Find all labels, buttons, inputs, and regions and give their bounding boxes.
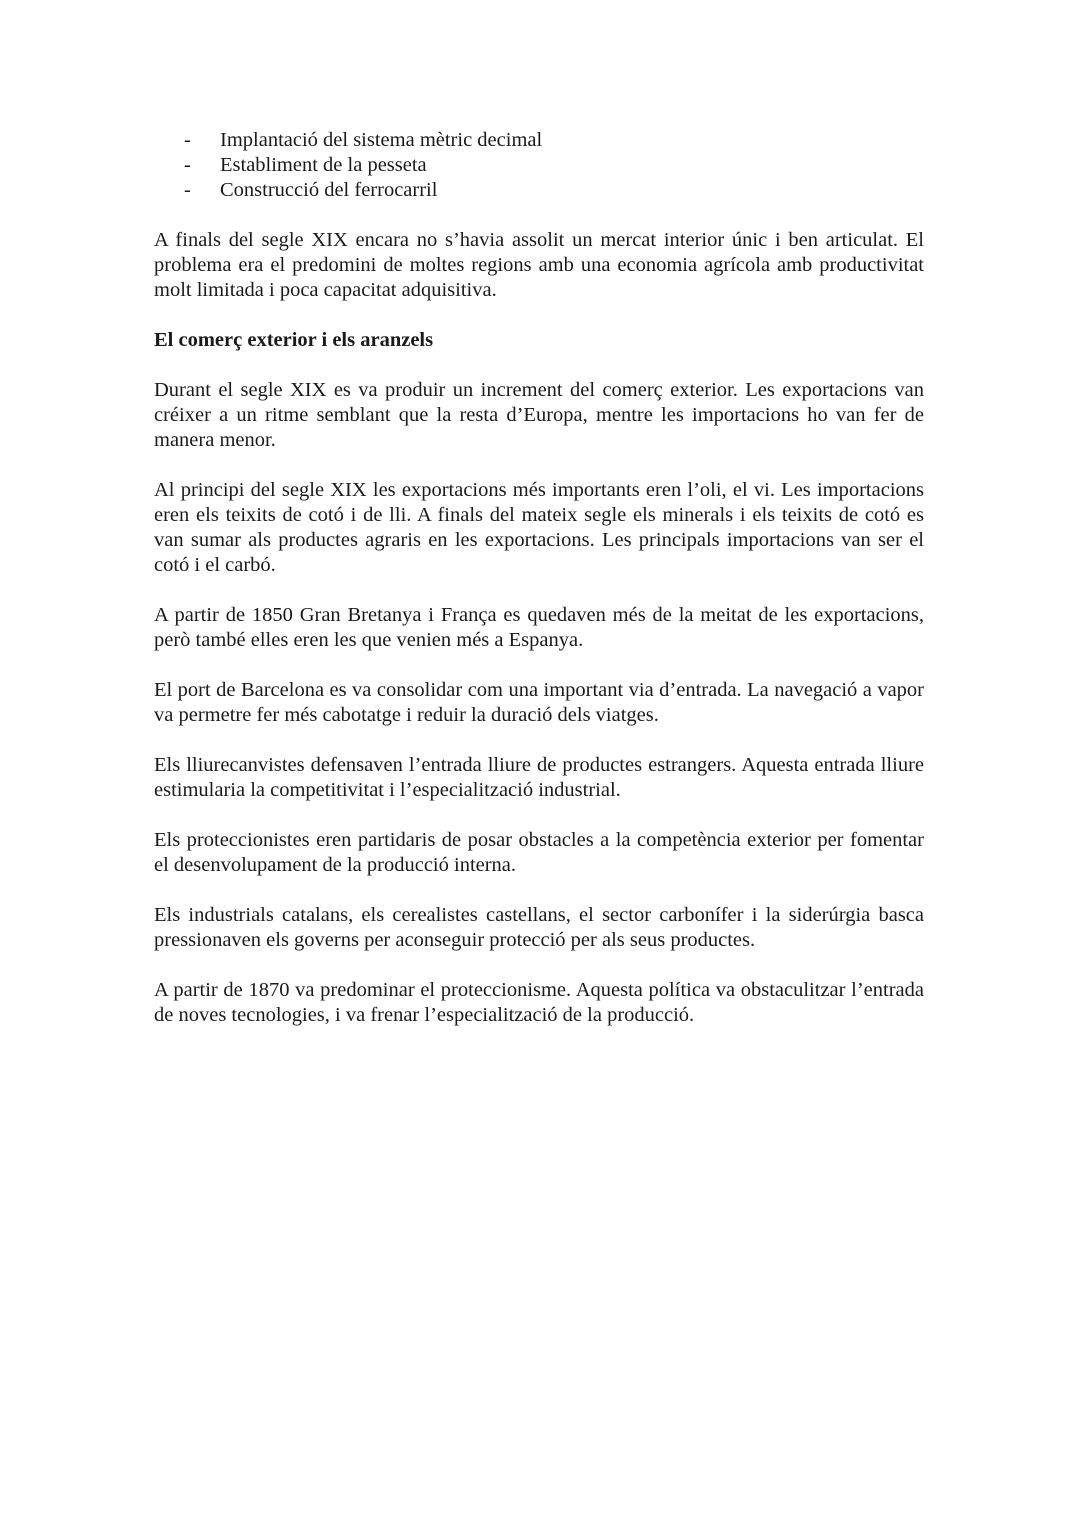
paragraph-protectionists: Els proteccionistes eren partidaris de posar obstacles a la competència exterior per fomentar el desenvolupament de la producció interna.: [154, 829, 924, 876]
paragraph-internal-market: A finals del segle XIX encara no s’havia assolit un mercat interior únic i ben articulat. El problema era el predomini de moltes regions amb una economia agrícola amb productivitat molt limitada i poca capacitat adquisitiva.: [154, 229, 924, 301]
bullet-marker: -: [184, 129, 191, 151]
list-item: [154, 153, 924, 178]
paragraph-barcelona-port: El port de Barcelona es va consolidar com una important via d’entrada. La navegació a vapor va permetre fer més cabotatge i reduir la duració dels viatges.: [154, 679, 924, 726]
bullet-list: [154, 128, 924, 203]
paragraph-industrial-lobby: Els industrials catalans, els cerealistes castellans, el sector carbonífer i la siderúrgia basca pressionaven els governs per aconseguir protecció per als seus productes.: [154, 904, 924, 951]
bullet-marker: -: [184, 179, 191, 201]
document-page: [154, 128, 924, 1053]
list-item: [154, 178, 924, 203]
paragraph-free-traders: Els lliurecanvistes defensaven l’entrada lliure de productes estrangers. Aquesta entrada lliure estimularia la competitivitat i l’especialització industrial.: [154, 754, 924, 801]
section-heading: El comerç exterior i els aranzels: [154, 329, 434, 351]
paragraph-foreign-trade: Durant el segle XIX es va produir un increment del comerç exterior. Les exportacions van créixer a un ritme semblant que la resta d’Europa, mentre les importacions ho van fer de manera menor.: [154, 379, 924, 451]
list-item-text: Construcció del ferrocarril: [220, 179, 438, 201]
list-item: [154, 128, 924, 153]
list-item-text: Establiment de la pesseta: [220, 154, 427, 176]
paragraph-exports-imports: Al principi del segle XIX les exportacions més importants eren l’oli, el vi. Les importacions eren els teixits de cotó i de lli. A finals del mateix segle els minerals i els teixits de cotó es van sumar als productes agraris en les exportacions. Les principals importacions van ser el cotó i el carbó.: [154, 479, 924, 576]
paragraph-trade-partners: A partir de 1850 Gran Bretanya i França es quedaven més de la meitat de les exportacions, però també elles eren les que venien més a Espanya.: [154, 604, 924, 651]
paragraph-protectionism-1870: A partir de 1870 va predominar el proteccionisme. Aquesta política va obstaculitzar l’entrada de noves tecnologies, i va frenar l’especialització de la producció.: [154, 979, 924, 1026]
list-item-text: Implantació del sistema mètric decimal: [220, 129, 543, 151]
bullet-marker: -: [184, 154, 191, 176]
